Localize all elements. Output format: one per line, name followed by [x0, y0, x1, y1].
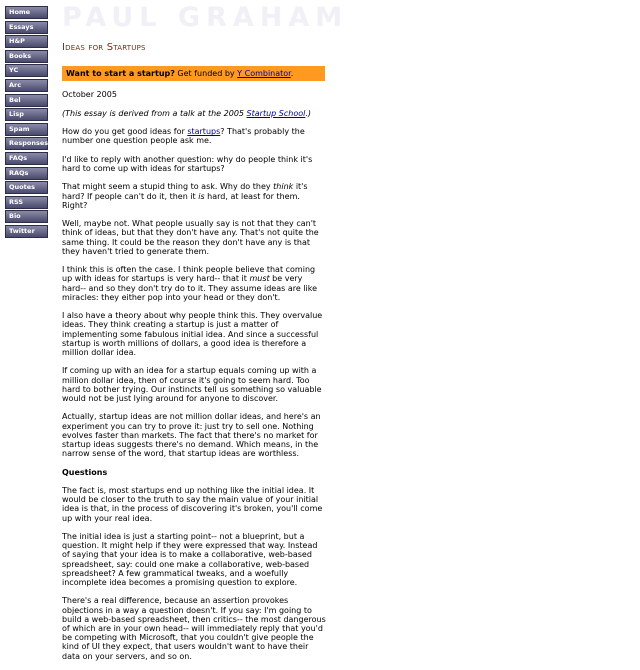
nav-item-responses[interactable]: Responses	[5, 137, 48, 150]
essay-body	[62, 90, 326, 670]
nav-item-twitter[interactable]: Twitter	[5, 225, 48, 238]
paragraph-2: I'd like to reply with another question: why do people think it's hard to come up with ideas for startups?	[62, 154, 313, 173]
nav-item-bel[interactable]: Bel	[5, 94, 48, 107]
paragraph-3-emph-is: is	[198, 191, 205, 201]
nav-item-bio[interactable]: Bio	[5, 210, 48, 223]
nav-item-essays[interactable]: Essays	[5, 21, 48, 34]
sidebar-nav	[5, 6, 49, 240]
nav-item-lisp[interactable]: Lisp	[5, 108, 48, 121]
paragraph-6: I also have a theory about why people think this. They overvalue ideas. They think creating a startup is just a matter of implementing some fabulous initial idea. And since a successful startup is worth millions of dollars, a good idea is therefore a million dollar idea.	[62, 311, 323, 357]
paragraph-3-c: it's hard? If people can't do it, then it	[62, 182, 308, 201]
derived-note	[62, 109, 326, 118]
paragraph-8: Actually, startup ideas are not million dollar ideas, and here's an experiment you can try to prove it: just try to sell one. Nothing evolves faster than markets. The fact that there's no market for startup ideas suggests there's no demand. Which means, in the narrow sense of the word, that startup ideas are worthless.	[62, 412, 321, 459]
paragraph-5-c: be very hard-- and so they don't try do to it. They assume ideas are like miracles: they either pop into your head or they don't.	[62, 274, 318, 302]
promo-end: .	[290, 69, 294, 78]
startups-link[interactable]: startups	[187, 127, 221, 137]
paragraph-4: Well, maybe not. What people usually say is not that they can't think of ideas, but that they don't have any. That's not quite the same thing. It could be the reason they don't have any is that they haven't tried to generate them.	[62, 219, 319, 256]
nav-item-spam[interactable]: Spam	[5, 123, 48, 136]
paragraph-11: There's a real difference, because an assertion provokes objections in a way a question doesn't. If you say: I'm going to build a web-based spreadsheet, then critics-- the most dangerous of which are in your own head-- will immediately reply that you'd be competing with Microsoft, that you couldn't give people the kind of UI they expect, that users wouldn't want to have their data on your servers, and so on.	[62, 596, 326, 661]
paragraph-1	[62, 127, 326, 145]
essay-date: October 2005	[62, 90, 117, 99]
paragraph-5-emph-must: must	[249, 274, 270, 284]
derived-note-end: .)	[305, 108, 312, 118]
nav-item-quotes[interactable]: Quotes	[5, 181, 48, 194]
derived-note-text: (This essay is derived from a talk at the 2005	[62, 108, 247, 118]
site-logo[interactable]: PAUL GRAHAM	[62, 2, 349, 33]
nav-item-hp[interactable]: H&P	[5, 35, 48, 48]
paragraph-3-a: That might seem a stupid thing to ask. Why do they	[62, 182, 274, 192]
paragraph-1-text: How do you get good ideas for	[62, 127, 188, 137]
nav-item-books[interactable]: Books	[5, 50, 48, 63]
essay-title: Ideas for Startups	[62, 42, 146, 53]
nav-item-rss[interactable]: RSS	[5, 196, 48, 209]
promo-text: Get funded by	[174, 69, 238, 78]
startup-school-link[interactable]: Startup School	[246, 108, 306, 118]
paragraph-1-end: ? That's probably the number one question people ask me.	[62, 127, 305, 146]
paragraph-9: The fact is, most startups end up nothing like the initial idea. It would be closer to the truth to say the main value of your initial idea is that, in the process of discovering it's broken, you'll come up with your real idea.	[62, 485, 323, 523]
paragraph-3-e: hard, at least for them. Right?	[62, 191, 300, 210]
paragraph-3	[62, 182, 326, 210]
paragraph-7: If coming up with an idea for a startup equals coming up with a million dollar idea, then of course it's going to seem hard. Too hard to bother trying. Our instincts tell us something so valuable would not be just lying around for anyone to discover.	[62, 366, 322, 403]
section-heading-questions: Questions	[62, 467, 108, 477]
paragraph-3-emph-think: think	[273, 182, 294, 192]
nav-item-yc[interactable]: YC	[5, 64, 48, 77]
nav-item-arc[interactable]: Arc	[5, 79, 48, 92]
promo-lead: Want to start a startup?	[66, 69, 175, 78]
y-combinator-link[interactable]: Y Combinator	[237, 69, 291, 78]
nav-item-faqs[interactable]: FAQs	[5, 152, 48, 165]
paragraph-10: The initial idea is just a starting point-- not a blueprint, but a question. It might help if they were expressed that way. Instead of saying that your idea is to make a collaborative, web-based spreadsheet, say: could one make a collaborative, web-based spreadsheet? A few grammatical tweaks, and a woefully incomplete idea becomes a promising question to explore.	[62, 531, 318, 587]
paragraph-5	[62, 265, 326, 302]
nav-item-raqs[interactable]: RAQs	[5, 167, 48, 180]
yc-promo-banner	[62, 66, 325, 81]
paragraph-5-a: I think this is often the case. I think people believe that coming up with ideas for startups is very hard-- that it	[62, 265, 316, 284]
nav-item-home[interactable]: Home	[5, 6, 48, 19]
